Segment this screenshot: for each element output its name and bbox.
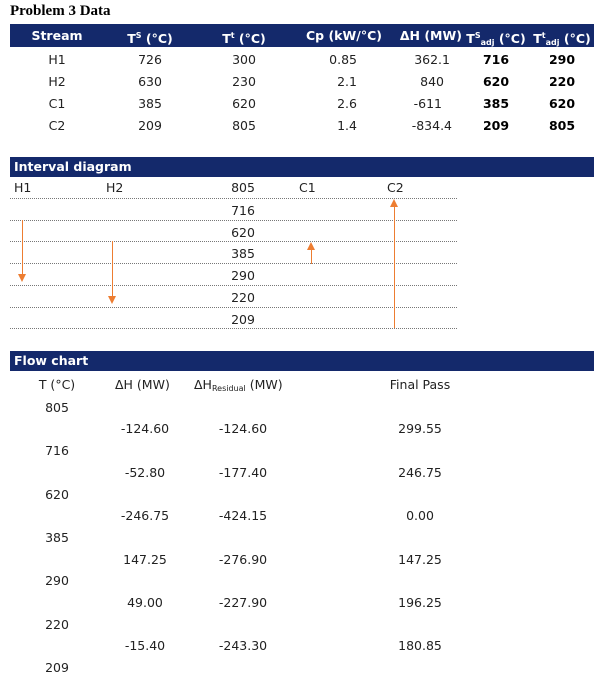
interval-label-h2: H2 — [106, 180, 124, 195]
interval-line — [10, 307, 457, 308]
data-table-header — [10, 24, 594, 47]
cell-stream: H1 — [48, 52, 66, 67]
flow-header-residual: $\Delta H_{Residual}$ (MW) — [194, 377, 283, 393]
interval-line — [10, 241, 457, 242]
flow-dh: -52.80 — [124, 465, 166, 480]
page-title: Problem 3 Data — [10, 3, 111, 19]
interval-temp: 805 — [231, 180, 255, 195]
interval-line — [10, 328, 457, 329]
interval-label-c1: C1 — [299, 180, 316, 195]
cell-cp: 1.4 — [337, 118, 357, 133]
cell-tt: 620 — [232, 96, 256, 111]
cell-tsadj: 716 — [482, 52, 510, 67]
cell-ts: 209 — [138, 118, 162, 133]
interval-line — [10, 263, 457, 264]
interval-temp: 620 — [231, 225, 255, 240]
flow-dh: -15.40 — [124, 638, 166, 653]
flow-dh: 147.25 — [123, 552, 167, 567]
col-dh: ΔH (MW) — [399, 28, 462, 43]
cell-cp: 0.85 — [329, 52, 357, 67]
interval-temp: 209 — [231, 312, 255, 327]
table-row — [10, 49, 594, 71]
cell-ts: 630 — [138, 74, 162, 89]
cell-ts: 726 — [138, 52, 162, 67]
cell-tt: 300 — [232, 52, 256, 67]
flow-temp: 209 — [45, 660, 69, 675]
cell-dh: 840 — [420, 74, 444, 89]
flow-final: 0.00 — [406, 508, 434, 523]
flow-header-dh: ΔH (MW) — [115, 377, 170, 392]
cell-ttadj: 290 — [548, 52, 576, 67]
table-row — [10, 71, 594, 93]
interval-temp: 290 — [231, 268, 255, 283]
cell-dh: -611 — [413, 96, 442, 111]
flow-final: 196.25 — [398, 595, 442, 610]
flow-dh: -124.60 — [120, 421, 170, 436]
flow-temp: 805 — [45, 400, 69, 415]
cell-tt: 230 — [232, 74, 256, 89]
flow-header-t: T (°C) — [38, 377, 76, 392]
col-stream: Stream — [31, 28, 83, 43]
cell-ts: 385 — [138, 96, 162, 111]
flow-temp: 716 — [45, 443, 69, 458]
cell-tsadj: 385 — [482, 96, 510, 111]
flow-final: 246.75 — [398, 465, 442, 480]
flow-dh: 49.00 — [127, 595, 163, 610]
col-cp: Cp (kW/°C) — [306, 28, 382, 43]
cell-ttadj: 805 — [548, 118, 576, 133]
cell-stream: H2 — [48, 74, 66, 89]
cell-ttadj: 620 — [548, 96, 576, 111]
interval-label-c2: C2 — [387, 180, 404, 195]
flow-final: 147.25 — [398, 552, 442, 567]
cell-dh: 362.1 — [414, 52, 450, 67]
col-ttadj: $T^t_{adj}$ (°C) — [533, 31, 591, 47]
flow-residual: -124.60 — [218, 421, 268, 436]
flow-temp: 620 — [45, 487, 69, 502]
flow-temp: 220 — [45, 617, 69, 632]
interval-diagram-title: Interval diagram — [10, 157, 594, 177]
flow-residual: -276.90 — [218, 552, 268, 567]
flow-residual: -227.90 — [218, 595, 268, 610]
flow-header-final: Final Pass — [389, 377, 451, 392]
table-row — [10, 115, 594, 137]
cell-stream: C2 — [48, 118, 66, 133]
flow-temp: 290 — [45, 573, 69, 588]
flow-final: 180.85 — [398, 638, 442, 653]
flow-chart-title: Flow chart — [10, 351, 594, 371]
interval-temp: 385 — [231, 246, 255, 261]
col-tsadj: $T^S_{adj}$ (°C) — [466, 31, 526, 47]
flow-residual: -243.30 — [218, 638, 268, 653]
cell-ttadj: 220 — [548, 74, 576, 89]
cell-cp: 2.6 — [337, 96, 357, 111]
cell-tsadj: 620 — [482, 74, 510, 89]
table-row — [10, 93, 594, 115]
interval-line — [10, 285, 457, 286]
cell-tt: 805 — [232, 118, 256, 133]
cell-dh: -834.4 — [411, 118, 452, 133]
flow-dh: -246.75 — [120, 508, 170, 523]
flow-temp: 385 — [45, 530, 69, 545]
interval-temp: 220 — [231, 290, 255, 305]
flow-residual: -177.40 — [218, 465, 268, 480]
cell-tsadj: 209 — [482, 118, 510, 133]
flow-final: 299.55 — [398, 421, 442, 436]
col-ts: $T^S$ (°C) — [127, 31, 173, 46]
flow-residual: -424.15 — [218, 508, 268, 523]
interval-label-h1: H1 — [14, 180, 32, 195]
cell-cp: 2.1 — [337, 74, 357, 89]
cell-stream: C1 — [48, 96, 66, 111]
interval-line — [10, 220, 457, 221]
col-tt: $T^t$ (°C) — [222, 31, 266, 46]
interval-temp: 716 — [231, 203, 255, 218]
